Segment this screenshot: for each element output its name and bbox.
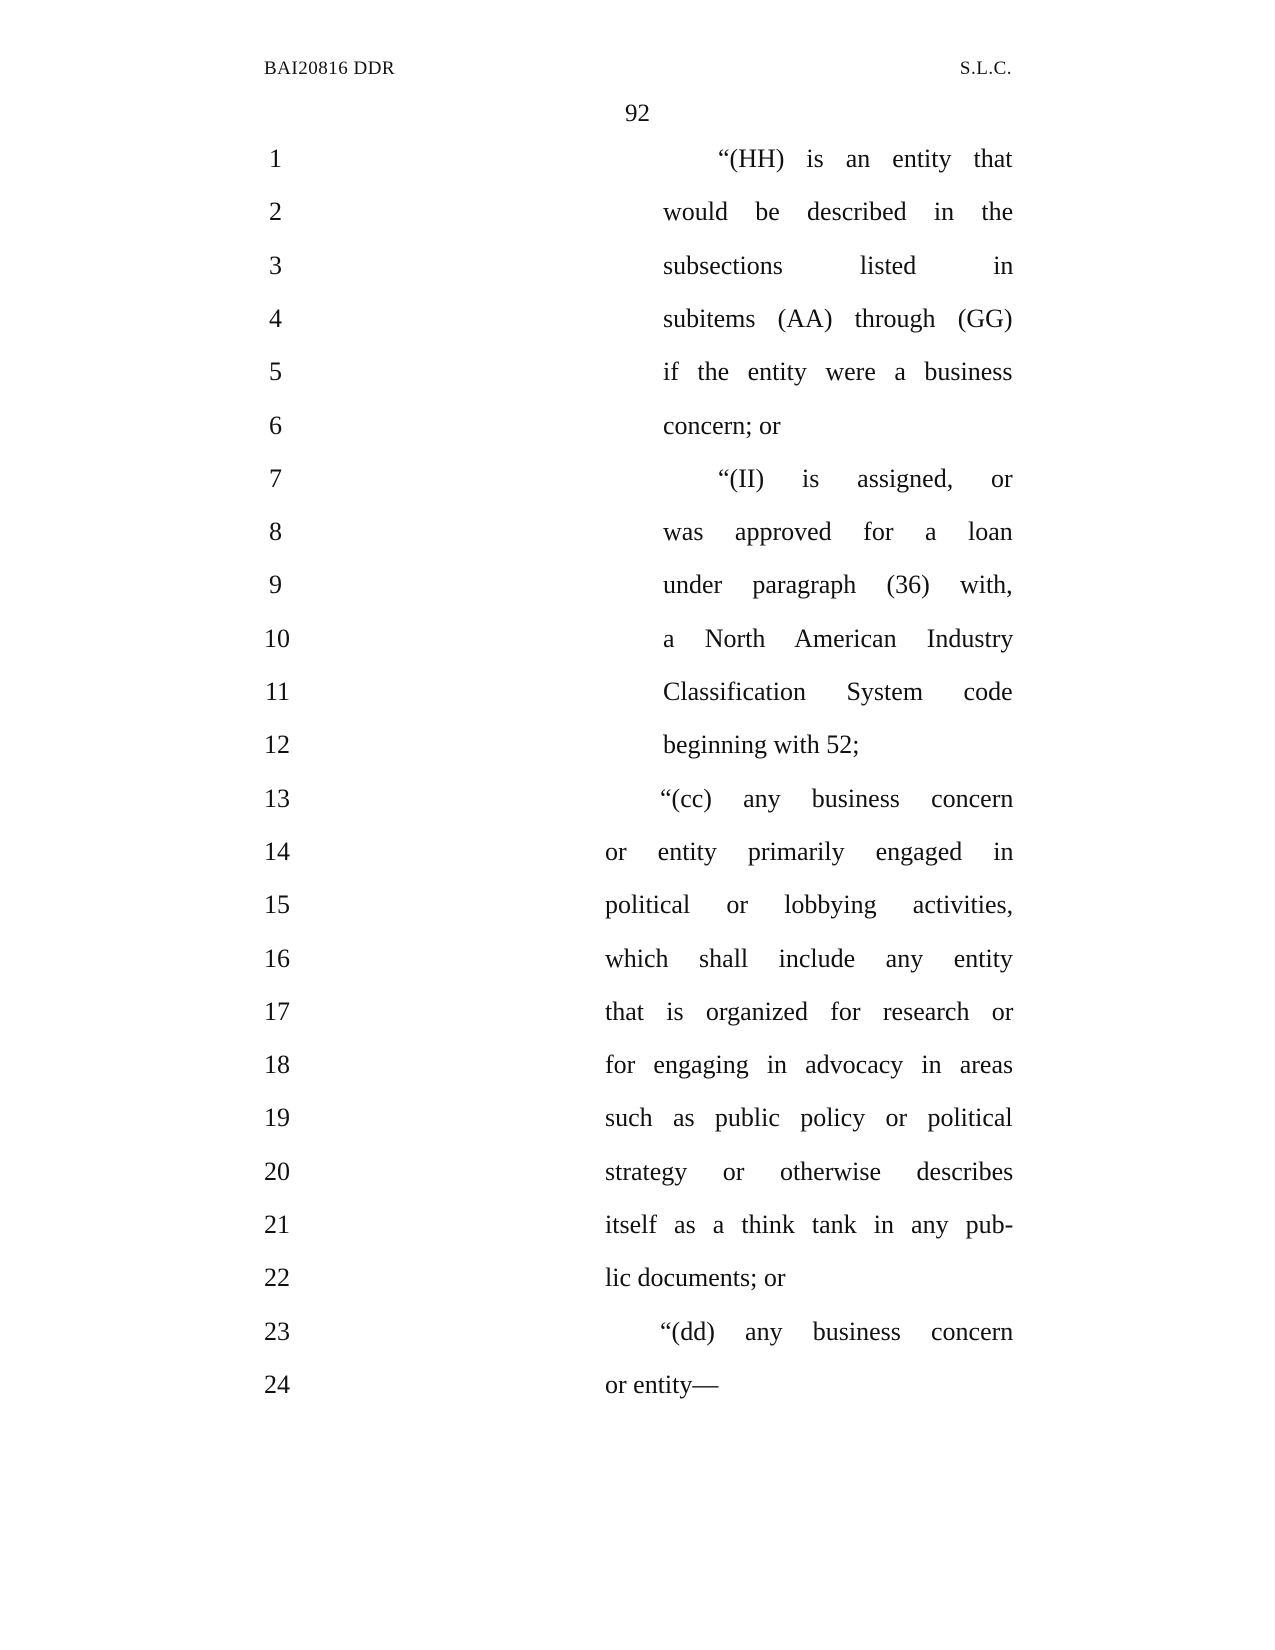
bill-line bbox=[0, 304, 1275, 344]
line-number: 17 bbox=[264, 996, 290, 1026]
bill-line bbox=[0, 464, 1275, 504]
line-text: political or lobbying activities, bbox=[605, 890, 1014, 920]
line-number: 15 bbox=[264, 890, 290, 920]
line-text: “(HH) is an entity that bbox=[718, 144, 1013, 173]
line-number: 21 bbox=[264, 1210, 290, 1239]
bill-line bbox=[0, 1103, 1275, 1143]
line-number: 16 bbox=[264, 943, 290, 973]
bill-line bbox=[0, 144, 1275, 184]
line-number: 8 bbox=[269, 517, 282, 547]
bill-line bbox=[0, 1210, 1275, 1250]
bill-line bbox=[0, 357, 1275, 397]
line-number: 13 bbox=[264, 783, 290, 813]
bill-line bbox=[0, 1050, 1275, 1090]
line-text: would be described in the bbox=[663, 197, 1014, 227]
bill-line bbox=[0, 784, 1275, 824]
line-text: if the entity were a business bbox=[663, 357, 1013, 387]
line-text: concern; or bbox=[663, 410, 781, 440]
line-text: or entity primarily engaged in bbox=[605, 836, 1014, 866]
line-text: such as public policy or political bbox=[605, 1103, 1013, 1133]
line-text: or entity— bbox=[605, 1369, 719, 1399]
line-text: “(II) is assigned, or bbox=[718, 463, 1013, 493]
line-number: 6 bbox=[269, 410, 282, 440]
line-number: 18 bbox=[264, 1050, 290, 1080]
line-text: that is organized for research or bbox=[605, 996, 1014, 1026]
line-number: 2 bbox=[269, 197, 282, 227]
line-number: 9 bbox=[269, 570, 282, 600]
line-number: 23 bbox=[264, 1316, 290, 1346]
page-number: 92 bbox=[625, 100, 650, 127]
line-number: 20 bbox=[264, 1156, 290, 1186]
bill-line bbox=[0, 730, 1275, 770]
line-number: 5 bbox=[269, 357, 282, 387]
bill-line bbox=[0, 837, 1275, 877]
line-text: itself as a think tank in any pub- bbox=[605, 1210, 1014, 1239]
bill-line bbox=[0, 890, 1275, 930]
line-text: strategy or otherwise describes bbox=[605, 1156, 1014, 1186]
bill-line bbox=[0, 677, 1275, 717]
line-number: 1 bbox=[269, 144, 282, 173]
document-id: BAI20816 DDR bbox=[264, 58, 396, 79]
bill-line bbox=[0, 944, 1275, 984]
line-number: 14 bbox=[264, 836, 290, 866]
line-text: “(dd) any business concern bbox=[660, 1316, 1014, 1346]
line-text: subitems (AA) through (GG) bbox=[663, 303, 1013, 333]
bill-line bbox=[0, 997, 1275, 1037]
line-text: which shall include any entity bbox=[605, 943, 1013, 973]
line-number: 3 bbox=[269, 250, 282, 280]
line-number: 11 bbox=[264, 677, 290, 706]
line-text: beginning with 52; bbox=[663, 730, 860, 760]
bill-line bbox=[0, 1370, 1275, 1410]
bill-line bbox=[0, 411, 1275, 451]
line-text: was approved for a loan bbox=[663, 517, 1013, 547]
line-text: “(cc) any business concern bbox=[660, 783, 1014, 813]
bill-line bbox=[0, 1157, 1275, 1197]
slc-marker: S.L.C. bbox=[959, 58, 1012, 79]
line-text: lic documents; or bbox=[605, 1263, 786, 1293]
bill-line bbox=[0, 624, 1275, 664]
line-number: 10 bbox=[264, 623, 290, 653]
line-number: 12 bbox=[264, 730, 290, 760]
line-text: for engaging in advocacy in areas bbox=[605, 1050, 1014, 1080]
line-number: 22 bbox=[264, 1263, 290, 1293]
line-text: under paragraph (36) with, bbox=[663, 570, 1013, 600]
line-number: 19 bbox=[264, 1103, 290, 1133]
line-number: 24 bbox=[264, 1369, 290, 1399]
line-text: Classification System code bbox=[663, 677, 1013, 706]
bill-line bbox=[0, 1263, 1275, 1303]
bill-line bbox=[0, 197, 1275, 237]
line-number: 4 bbox=[269, 303, 282, 333]
line-text: a North American Industry bbox=[663, 623, 1014, 653]
bill-line bbox=[0, 1317, 1275, 1357]
bill-line bbox=[0, 570, 1275, 610]
line-number: 7 bbox=[269, 463, 282, 493]
line-text: subsections listed in bbox=[663, 250, 1014, 280]
bill-line bbox=[0, 251, 1275, 291]
bill-line bbox=[0, 517, 1275, 557]
